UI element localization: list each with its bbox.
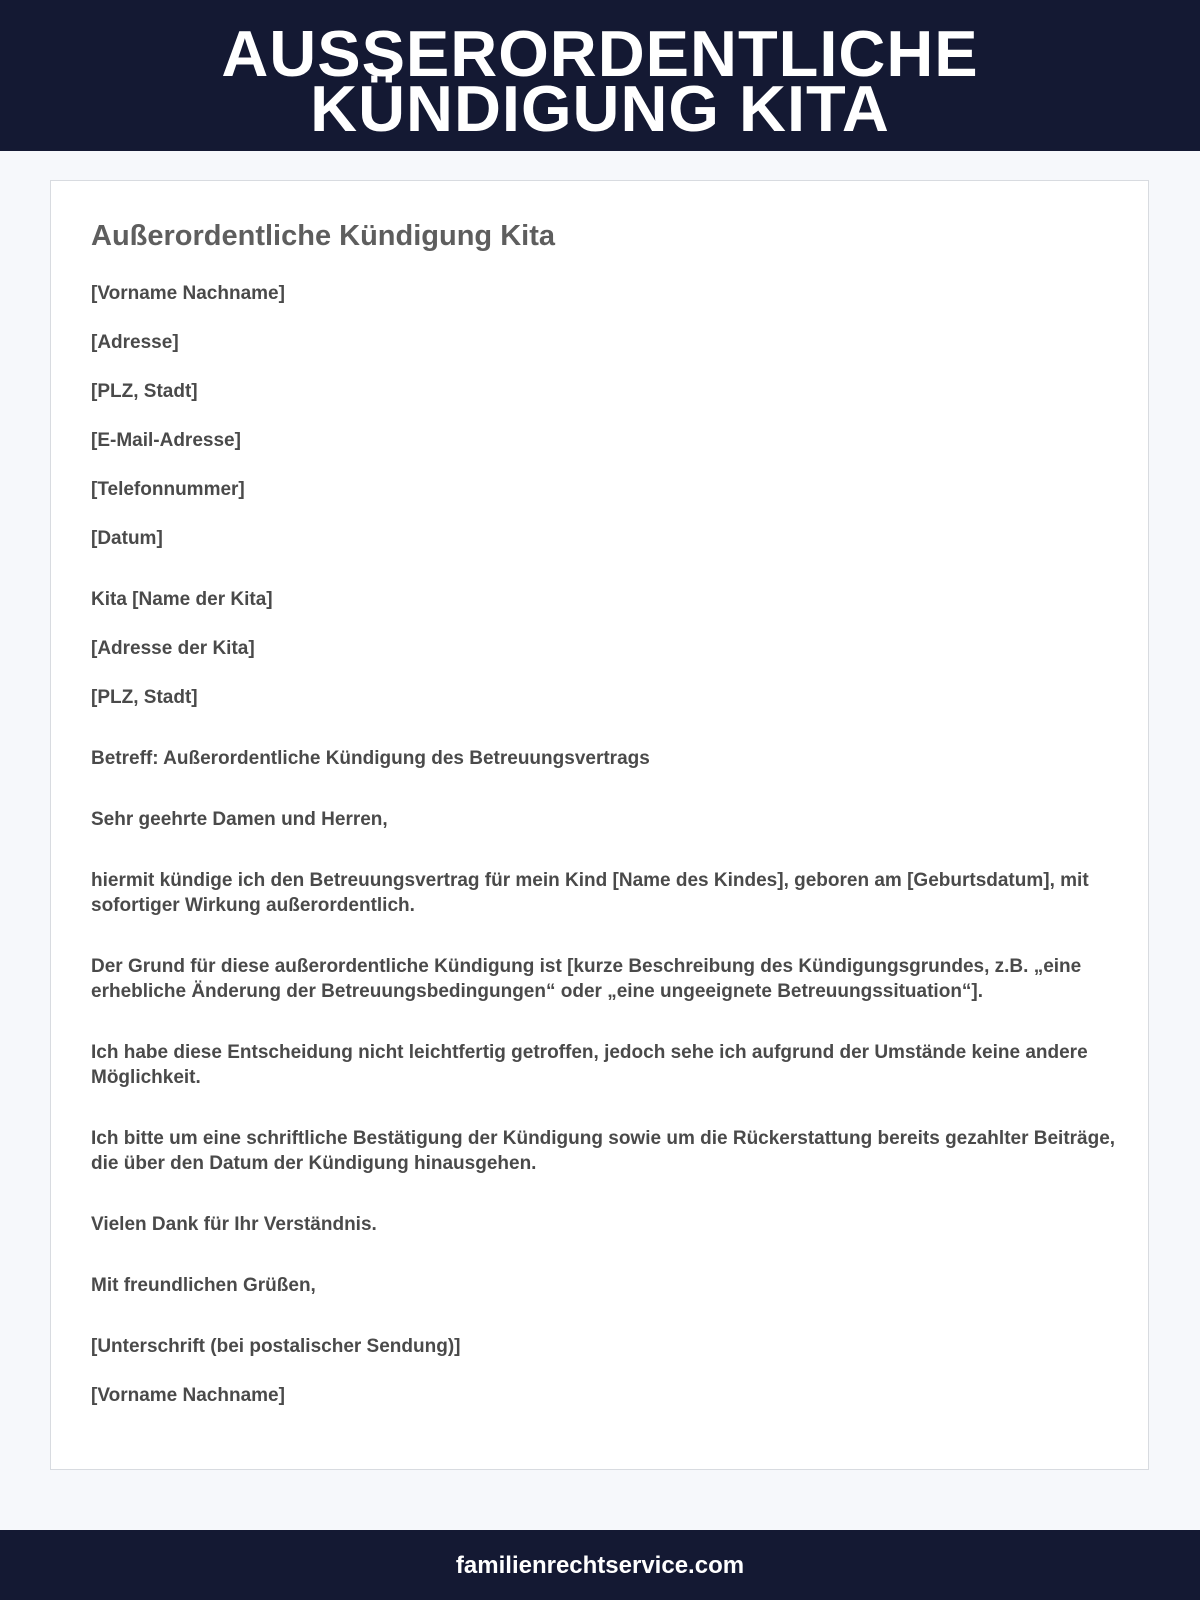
- paragraph-reason: Der Grund für diese außerordentliche Kündigung ist [kurze Beschreibung des Kündigungsgrundes, z.B. „eine erhebliche Änderung der Betreuungsbedingungen“ oder „eine ungeeignete Betreuungssituation“].: [91, 956, 1082, 1002]
- paragraph-termination: hiermit kündige ich den Betreuungsvertrag für mein Kind [Name des Kindes], geboren am [Geburtsdatum], mit sofortiger Wirkung außerordentlich.: [91, 870, 1089, 916]
- signature-placeholder: [Unterschrift (bei postalischer Sendung)]: [91, 1336, 461, 1357]
- signer-name: [Vorname Nachname]: [91, 1385, 285, 1406]
- footer-bar: [0, 1530, 1200, 1600]
- letter-salutation: Sehr geehrte Damen und Herren,: [91, 809, 388, 830]
- paragraph-decision: Ich habe diese Entscheidung nicht leichtfertig getroffen, jedoch sehe ich aufgrund der Umstände keine andere Möglichkeit.: [91, 1042, 1088, 1088]
- footer-site: familienrechtservice.com: [455, 1552, 745, 1579]
- page-title-line-1: AUSSERORDENTLICHE: [221, 17, 979, 90]
- letter-thanks: Vielen Dank für Ihr Verständnis.: [91, 1214, 377, 1235]
- page-title-line-2: KÜNDIGUNG KITA: [310, 72, 890, 145]
- letter-date: [Datum]: [91, 528, 163, 549]
- recipient-address: [Adresse der Kita]: [91, 638, 255, 659]
- letter-card: [50, 180, 1149, 1470]
- sender-name: [Vorname Nachname]: [91, 283, 285, 304]
- recipient-city: [PLZ, Stadt]: [91, 687, 198, 708]
- sender-address: [Adresse]: [91, 332, 179, 353]
- sender-email: [E-Mail-Adresse]: [91, 430, 241, 451]
- letter-closing: Mit freundlichen Grüßen,: [91, 1275, 316, 1296]
- paragraph-request: Ich bitte um eine schriftliche Bestätigung der Kündigung sowie um die Rückerstattung bereits gezahlter Beiträge, die über den Datum der Kündigung hinausgehen.: [91, 1128, 1116, 1174]
- sender-city: [PLZ, Stadt]: [91, 381, 198, 402]
- letter-heading: Außerordentliche Kündigung Kita: [91, 220, 555, 252]
- page-title: [0, 0, 1200, 145]
- sender-phone: [Telefonnummer]: [91, 479, 245, 500]
- recipient-name: Kita [Name der Kita]: [91, 589, 273, 610]
- letter-subject: Betreff: Außerordentliche Kündigung des Betreuungsvertrags: [91, 748, 650, 769]
- title-banner: [0, 0, 1200, 151]
